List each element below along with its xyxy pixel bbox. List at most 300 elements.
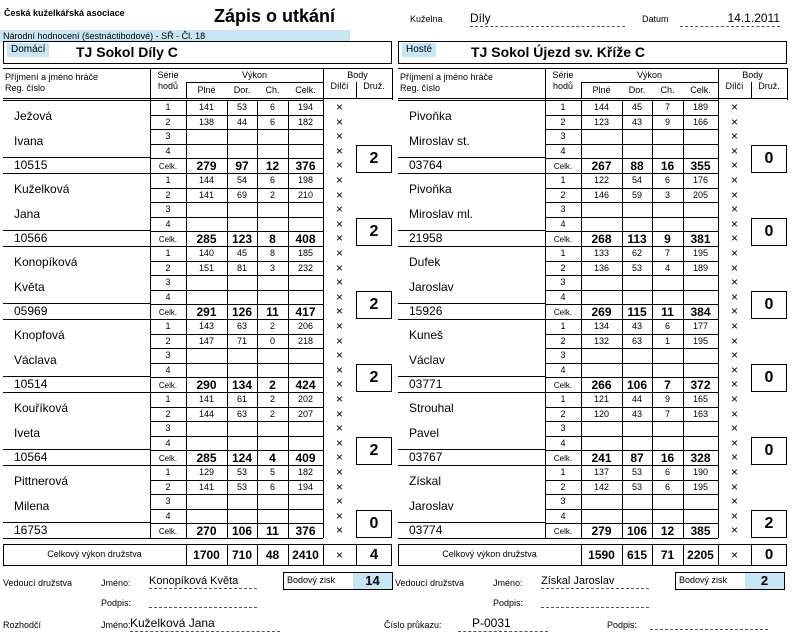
series-number: 1	[560, 175, 566, 185]
player-points: 0	[764, 223, 774, 240]
series-value[interactable]: 195	[692, 248, 709, 258]
series-value[interactable]: 205	[692, 189, 709, 200]
series-number: 2	[165, 408, 171, 419]
col-header-ch: Ch.	[265, 85, 280, 95]
referee-card-field[interactable]: P-0031	[458, 616, 548, 632]
series-number: 2	[165, 116, 171, 127]
partial-point-mark[interactable]: ×	[730, 216, 738, 231]
partial-point-mark[interactable]: ×	[335, 275, 343, 289]
series-value[interactable]: 143	[198, 321, 215, 331]
partial-point-mark[interactable]: ×	[730, 479, 738, 494]
series-value[interactable]: 1	[664, 335, 670, 346]
series-number: 2	[560, 408, 566, 419]
series-value[interactable]: 62	[631, 248, 642, 258]
series-col-header: Série	[157, 70, 179, 80]
series-value[interactable]: 207	[297, 408, 314, 419]
total-row-label: Celk.	[553, 454, 573, 463]
partial-point-mark[interactable]: ×	[335, 421, 343, 435]
leader-name-field[interactable]: Konopíková Květa	[149, 574, 257, 589]
player-total-value: 106	[231, 524, 253, 538]
partial-point-mark[interactable]: ×	[730, 187, 738, 202]
partial-point-mark[interactable]: ×	[730, 362, 738, 377]
series-value[interactable]: 194	[297, 481, 314, 492]
col-header-dilci: Dílčí	[725, 81, 744, 91]
partial-point-mark[interactable]: ×	[335, 289, 343, 304]
player-surname: Ježová	[14, 109, 53, 123]
player-total-value: 88	[630, 159, 644, 173]
series-value[interactable]: 6	[664, 481, 670, 492]
partial-point-mark[interactable]: ×	[730, 114, 738, 129]
team-total-label: Celkový výkon družstva	[442, 549, 537, 559]
player-total-value: 4	[269, 451, 276, 465]
player-reg-number: 21958	[409, 231, 443, 245]
partial-point-mark[interactable]: ×	[730, 143, 738, 158]
bodovy-zisk-label: Bodový zisk	[287, 575, 336, 585]
player-reg-number: 05969	[14, 304, 48, 318]
partial-point-mark[interactable]: ×	[730, 450, 738, 464]
series-value[interactable]: 4	[664, 262, 670, 273]
series-number: 3	[560, 350, 566, 360]
series-value[interactable]: 81	[236, 262, 247, 273]
series-value[interactable]: 54	[631, 175, 642, 185]
series-value[interactable]: 202	[297, 394, 314, 404]
table-top-rule	[3, 68, 392, 69]
series-value[interactable]: 132	[593, 335, 610, 346]
series-value[interactable]: 144	[198, 408, 215, 419]
leader-name-field[interactable]: Získal Jaroslav	[541, 574, 649, 589]
leader-signature-label: Podpis:	[493, 598, 524, 608]
partial-point-mark[interactable]: ×	[335, 348, 343, 362]
series-value[interactable]: 43	[631, 408, 642, 419]
total-row-label: Celk.	[158, 162, 178, 171]
series-rule	[150, 217, 323, 218]
series-value[interactable]: 185	[297, 248, 314, 258]
series-rule	[545, 188, 718, 189]
total-row-label: Celk.	[158, 527, 178, 536]
series-value[interactable]: 53	[236, 481, 247, 492]
referee-name-field[interactable]: Kuželková Jana	[130, 616, 280, 632]
series-number: 1	[560, 248, 566, 258]
series-number: 3	[165, 277, 171, 287]
team-total-label: Celkový výkon družstva	[47, 549, 142, 559]
col-divider	[622, 544, 623, 566]
series-value[interactable]: 141	[198, 102, 215, 112]
series-rule	[150, 480, 323, 481]
reg-col-header: Reg. číslo	[5, 83, 46, 93]
series-value[interactable]: 129	[198, 467, 215, 477]
partial-point-mark[interactable]: ×	[730, 173, 738, 187]
series-value[interactable]: 206	[297, 321, 314, 331]
series-rule	[150, 202, 323, 203]
partial-point-mark[interactable]: ×	[335, 231, 343, 245]
series-value[interactable]: 2	[269, 394, 275, 404]
series-value[interactable]: 6	[664, 321, 670, 331]
partial-point-mark[interactable]: ×	[730, 406, 738, 421]
partial-point-mark[interactable]: ×	[335, 143, 343, 158]
partial-point-mark[interactable]: ×	[335, 508, 343, 523]
partial-point-mark[interactable]: ×	[730, 494, 738, 508]
series-value[interactable]: 6	[269, 175, 275, 185]
series-value[interactable]: 151	[198, 262, 215, 273]
partial-point-mark[interactable]: ×	[335, 129, 343, 143]
player-points: 2	[369, 369, 379, 386]
series-value[interactable]: 136	[593, 262, 610, 273]
partial-point-mark[interactable]: ×	[730, 319, 738, 333]
series-value[interactable]: 6	[269, 481, 275, 492]
series-value[interactable]: 6	[269, 116, 275, 127]
series-value[interactable]: 7	[664, 102, 670, 112]
series-value[interactable]: 189	[692, 262, 709, 273]
player-total-value: 384	[690, 305, 711, 319]
series-value[interactable]: 5	[269, 467, 275, 477]
series-value[interactable]: 121	[593, 394, 610, 404]
series-number: 3	[560, 204, 566, 214]
total-row-label: Celk.	[553, 162, 573, 171]
player-reg-number: 10515	[14, 158, 48, 172]
series-value[interactable]: 141	[198, 394, 215, 404]
player-total-value: 269	[591, 305, 612, 319]
col-divider	[581, 544, 582, 566]
series-rule	[545, 290, 718, 291]
partial-point-mark[interactable]: ×	[335, 304, 343, 318]
partial-point-mark[interactable]: ×	[335, 260, 343, 275]
partial-point-mark[interactable]: ×	[335, 319, 343, 333]
leader-signature-field[interactable]	[541, 593, 649, 608]
team-points: 4	[369, 546, 379, 563]
col-header-celk: Celk.	[690, 85, 711, 95]
player-total-value: 279	[591, 524, 612, 538]
series-value[interactable]: 69	[236, 189, 247, 200]
player-total-value: 385	[690, 524, 711, 538]
series-number: 2	[165, 481, 171, 492]
player-reg-number: 10514	[14, 377, 48, 391]
series-rule	[150, 334, 323, 335]
player-reg-number: 03767	[409, 450, 443, 464]
series-number: 4	[165, 218, 171, 229]
series-rule	[545, 509, 718, 510]
series-value[interactable]: 146	[593, 189, 610, 200]
series-number: 4	[560, 510, 566, 521]
series-value[interactable]: 194	[297, 102, 314, 112]
team-total-value: 2410	[292, 548, 319, 562]
series-value[interactable]: 71	[236, 335, 247, 346]
series-number: 1	[165, 175, 171, 185]
series-rule	[150, 407, 323, 408]
partial-point-mark[interactable]: ×	[730, 465, 738, 479]
player-firstname: Miroslav ml.	[409, 207, 474, 221]
series-value[interactable]: 44	[236, 116, 247, 127]
leader-signature-field[interactable]	[149, 593, 257, 608]
col-header-druz: Druž.	[363, 81, 385, 91]
player-total-value: 417	[295, 305, 316, 319]
player-reg-number: 15926	[409, 304, 443, 318]
series-value[interactable]: 166	[692, 116, 709, 127]
referee-label: Rozhodčí	[3, 620, 42, 630]
player-points: 2	[764, 515, 774, 532]
partial-point-mark[interactable]: ×	[335, 173, 343, 187]
reg-rule	[3, 449, 150, 450]
home-team-name: TJ Sokol Díly C	[76, 44, 178, 60]
reg-rule	[3, 230, 150, 231]
series-value[interactable]: 134	[593, 321, 610, 331]
reg-rule	[398, 376, 545, 377]
series-value[interactable]: 2	[269, 189, 275, 200]
partial-point-mark[interactable]: ×	[335, 246, 343, 260]
venue-field[interactable]: Díly	[470, 10, 625, 27]
player-total-value: 113	[627, 232, 647, 246]
series-value[interactable]: 45	[236, 248, 247, 258]
leader-name-label: Jméno:	[493, 578, 523, 588]
series-value[interactable]: 9	[664, 116, 670, 127]
partial-point-mark[interactable]: ×	[335, 114, 343, 129]
player-points: 0	[764, 369, 774, 386]
player-surname: Pivoňka	[409, 182, 452, 196]
series-value[interactable]: 61	[236, 394, 247, 404]
points-header: Body	[347, 70, 368, 80]
partial-point-mark[interactable]: ×	[730, 246, 738, 260]
partial-point-mark[interactable]: ×	[335, 523, 343, 537]
bodovy-zisk-value: 2	[760, 573, 769, 588]
rows-top	[398, 100, 718, 101]
series-value[interactable]: 8	[269, 248, 275, 258]
partial-point-mark[interactable]: ×	[335, 362, 343, 377]
series-value[interactable]: 144	[198, 175, 215, 185]
series-value[interactable]: 210	[297, 189, 314, 200]
reg-rule	[398, 230, 545, 231]
series-rule	[545, 363, 718, 364]
player-firstname: Václav	[409, 353, 446, 367]
series-number: 1	[165, 467, 171, 477]
series-value[interactable]: 43	[631, 116, 642, 127]
series-value[interactable]: 53	[631, 262, 642, 273]
series-value[interactable]: 2	[269, 321, 275, 331]
series-value[interactable]: 59	[631, 189, 642, 200]
bodovy-zisk-label: Bodový zisk	[679, 575, 728, 585]
series-value[interactable]: 63	[236, 321, 247, 331]
series-value[interactable]: 182	[297, 467, 314, 477]
partial-point-mark[interactable]: ×	[730, 348, 738, 362]
name-col-header: Příjmení a jméno hráče	[400, 72, 494, 82]
player-firstname: Jana	[14, 207, 41, 221]
series-value[interactable]: 3	[664, 189, 670, 200]
series-number: 2	[165, 262, 171, 273]
series-rule	[545, 348, 718, 349]
series-value[interactable]: 189	[692, 102, 709, 112]
series-rule	[150, 144, 323, 145]
team-mark: ×	[730, 548, 738, 562]
partial-point-mark[interactable]: ×	[335, 450, 343, 464]
col-header-druz: Druž.	[758, 81, 780, 91]
series-value[interactable]: 53	[631, 467, 642, 477]
partial-point-mark[interactable]: ×	[730, 435, 738, 450]
player-total-value: 11	[661, 305, 674, 319]
series-value[interactable]: 141	[198, 481, 215, 492]
series-value[interactable]: 218	[297, 335, 314, 346]
series-value[interactable]: 44	[631, 394, 642, 404]
player-total-value: 106	[626, 378, 648, 392]
series-value[interactable]: 182	[297, 116, 314, 127]
series-number: 3	[560, 496, 566, 506]
date-field[interactable]: 14.1.2011	[680, 10, 780, 27]
partial-point-mark[interactable]: ×	[730, 260, 738, 275]
team-total-value: 615	[626, 548, 648, 562]
series-number: 1	[165, 248, 171, 258]
series-number: 2	[560, 335, 566, 346]
series-value[interactable]: 133	[593, 248, 610, 258]
series-rule	[545, 407, 718, 408]
player-points: 2	[369, 223, 379, 240]
series-value[interactable]: 190	[692, 467, 709, 477]
partial-point-mark[interactable]: ×	[730, 508, 738, 523]
series-value[interactable]: 63	[236, 408, 247, 419]
player-row-rule	[398, 319, 718, 320]
series-number: 4	[560, 437, 566, 448]
player-row-rule	[398, 246, 718, 247]
series-value[interactable]: 195	[692, 335, 709, 346]
series-value[interactable]: 142	[593, 481, 610, 492]
partial-point-mark[interactable]: ×	[730, 392, 738, 406]
player-reg-number: 10564	[14, 450, 48, 464]
series-number: 4	[165, 145, 171, 156]
series-value[interactable]: 147	[198, 335, 215, 346]
series-value[interactable]: 53	[236, 467, 247, 477]
series-value[interactable]: 163	[692, 408, 709, 419]
partial-point-mark[interactable]: ×	[335, 392, 343, 406]
partial-point-mark[interactable]: ×	[335, 494, 343, 508]
series-value[interactable]: 7	[664, 408, 670, 419]
partial-point-mark[interactable]: ×	[730, 304, 738, 318]
partial-point-mark[interactable]: ×	[730, 333, 738, 348]
col-divider	[751, 82, 752, 98]
points-header: Body	[742, 70, 763, 80]
series-value[interactable]: 53	[236, 102, 247, 112]
competition-name: Národní hodnocení (šestnáctibodové) - SŘ - Čl. 18	[0, 30, 350, 42]
series-value[interactable]: 198	[297, 175, 314, 185]
series-value[interactable]: 63	[631, 335, 642, 346]
series-rule	[150, 129, 323, 130]
series-rule	[545, 494, 718, 495]
series-number: 3	[560, 131, 566, 141]
partial-point-mark[interactable]: ×	[335, 187, 343, 202]
partial-point-mark[interactable]: ×	[730, 377, 738, 391]
series-value[interactable]: 6	[664, 175, 670, 185]
series-number: 3	[165, 131, 171, 141]
player-total-value: 266	[591, 378, 612, 392]
partial-point-mark[interactable]: ×	[335, 479, 343, 494]
player-surname: Kuželková	[14, 182, 70, 196]
player-total-value: 267	[591, 159, 612, 173]
partial-point-mark[interactable]: ×	[335, 202, 343, 216]
series-value[interactable]: 141	[198, 189, 215, 200]
player-surname: Kouříková	[14, 401, 69, 415]
partial-point-mark[interactable]: ×	[335, 406, 343, 421]
series-number: 2	[560, 262, 566, 273]
col-divider	[392, 68, 393, 100]
player-total-value: 241	[591, 451, 612, 465]
partial-point-mark[interactable]: ×	[730, 523, 738, 537]
series-rule	[545, 202, 718, 203]
series-value[interactable]: 137	[593, 467, 610, 477]
series-value[interactable]: 165	[692, 394, 709, 404]
team-points: 0	[764, 546, 774, 563]
series-rule	[150, 348, 323, 349]
series-value[interactable]: 120	[593, 408, 610, 419]
player-firstname: Miroslav st.	[409, 134, 470, 148]
series-value[interactable]: 53	[631, 481, 642, 492]
series-value[interactable]: 138	[198, 116, 215, 127]
col-header-dilci: Dílčí	[330, 81, 349, 91]
reg-rule	[398, 449, 545, 450]
series-value[interactable]: 140	[198, 248, 215, 258]
partial-point-mark[interactable]: ×	[335, 333, 343, 348]
venue-label: Kuželna	[410, 14, 443, 24]
series-rule	[545, 421, 718, 422]
partial-point-mark[interactable]: ×	[335, 435, 343, 450]
reg-rule	[398, 157, 545, 158]
partial-point-mark[interactable]: ×	[730, 129, 738, 143]
series-value[interactable]: 54	[236, 175, 247, 185]
partial-point-mark[interactable]: ×	[335, 100, 343, 114]
leader-label: Vedoucí družstva	[3, 578, 73, 588]
series-value[interactable]: 43	[631, 321, 642, 331]
partial-point-mark[interactable]: ×	[730, 231, 738, 245]
series-value[interactable]: 144	[593, 102, 610, 112]
series-value[interactable]: 195	[692, 481, 709, 492]
col-header-ch: Ch.	[660, 85, 675, 95]
partial-point-mark[interactable]: ×	[730, 158, 738, 172]
series-value[interactable]: 45	[631, 102, 642, 112]
series-rule	[545, 144, 718, 145]
series-number: 1	[560, 321, 566, 331]
series-rule	[545, 275, 718, 276]
series-value[interactable]: 9	[664, 394, 670, 404]
partial-point-mark[interactable]: ×	[335, 377, 343, 391]
player-total-value: 115	[627, 305, 647, 319]
partial-point-mark[interactable]: ×	[730, 289, 738, 304]
partial-point-mark[interactable]: ×	[335, 158, 343, 172]
leader-signature-label: Podpis:	[101, 598, 132, 608]
series-value[interactable]: 122	[593, 175, 610, 185]
partial-point-mark[interactable]: ×	[730, 100, 738, 114]
series-value[interactable]: 3	[269, 262, 275, 273]
partial-point-mark[interactable]: ×	[730, 275, 738, 289]
referee-signature-field[interactable]	[650, 615, 768, 630]
series-value[interactable]: 123	[593, 116, 610, 127]
partial-point-mark[interactable]: ×	[335, 465, 343, 479]
series-number: 3	[560, 277, 566, 287]
series-value[interactable]: 6	[269, 102, 275, 112]
partial-point-mark[interactable]: ×	[335, 216, 343, 231]
series-value[interactable]: 177	[692, 321, 709, 331]
home-tag: Domácí	[7, 43, 49, 57]
series-value[interactable]: 232	[297, 262, 314, 273]
player-total-value: 134	[231, 378, 253, 392]
player-total-value: 9	[664, 232, 671, 246]
series-value[interactable]: 0	[269, 335, 275, 346]
player-surname: Dufek	[409, 255, 441, 269]
partial-point-mark[interactable]: ×	[730, 202, 738, 216]
player-total-value: 123	[231, 232, 253, 246]
partial-point-mark[interactable]: ×	[730, 421, 738, 435]
series-rule	[150, 115, 323, 116]
series-value[interactable]: 6	[664, 467, 670, 477]
series-value[interactable]: 2	[269, 408, 275, 419]
series-value[interactable]: 7	[664, 248, 670, 258]
series-number: 4	[560, 145, 566, 156]
player-total-value: 126	[231, 305, 253, 319]
series-value[interactable]: 176	[692, 175, 709, 185]
player-surname: Pittnerová	[14, 474, 69, 488]
